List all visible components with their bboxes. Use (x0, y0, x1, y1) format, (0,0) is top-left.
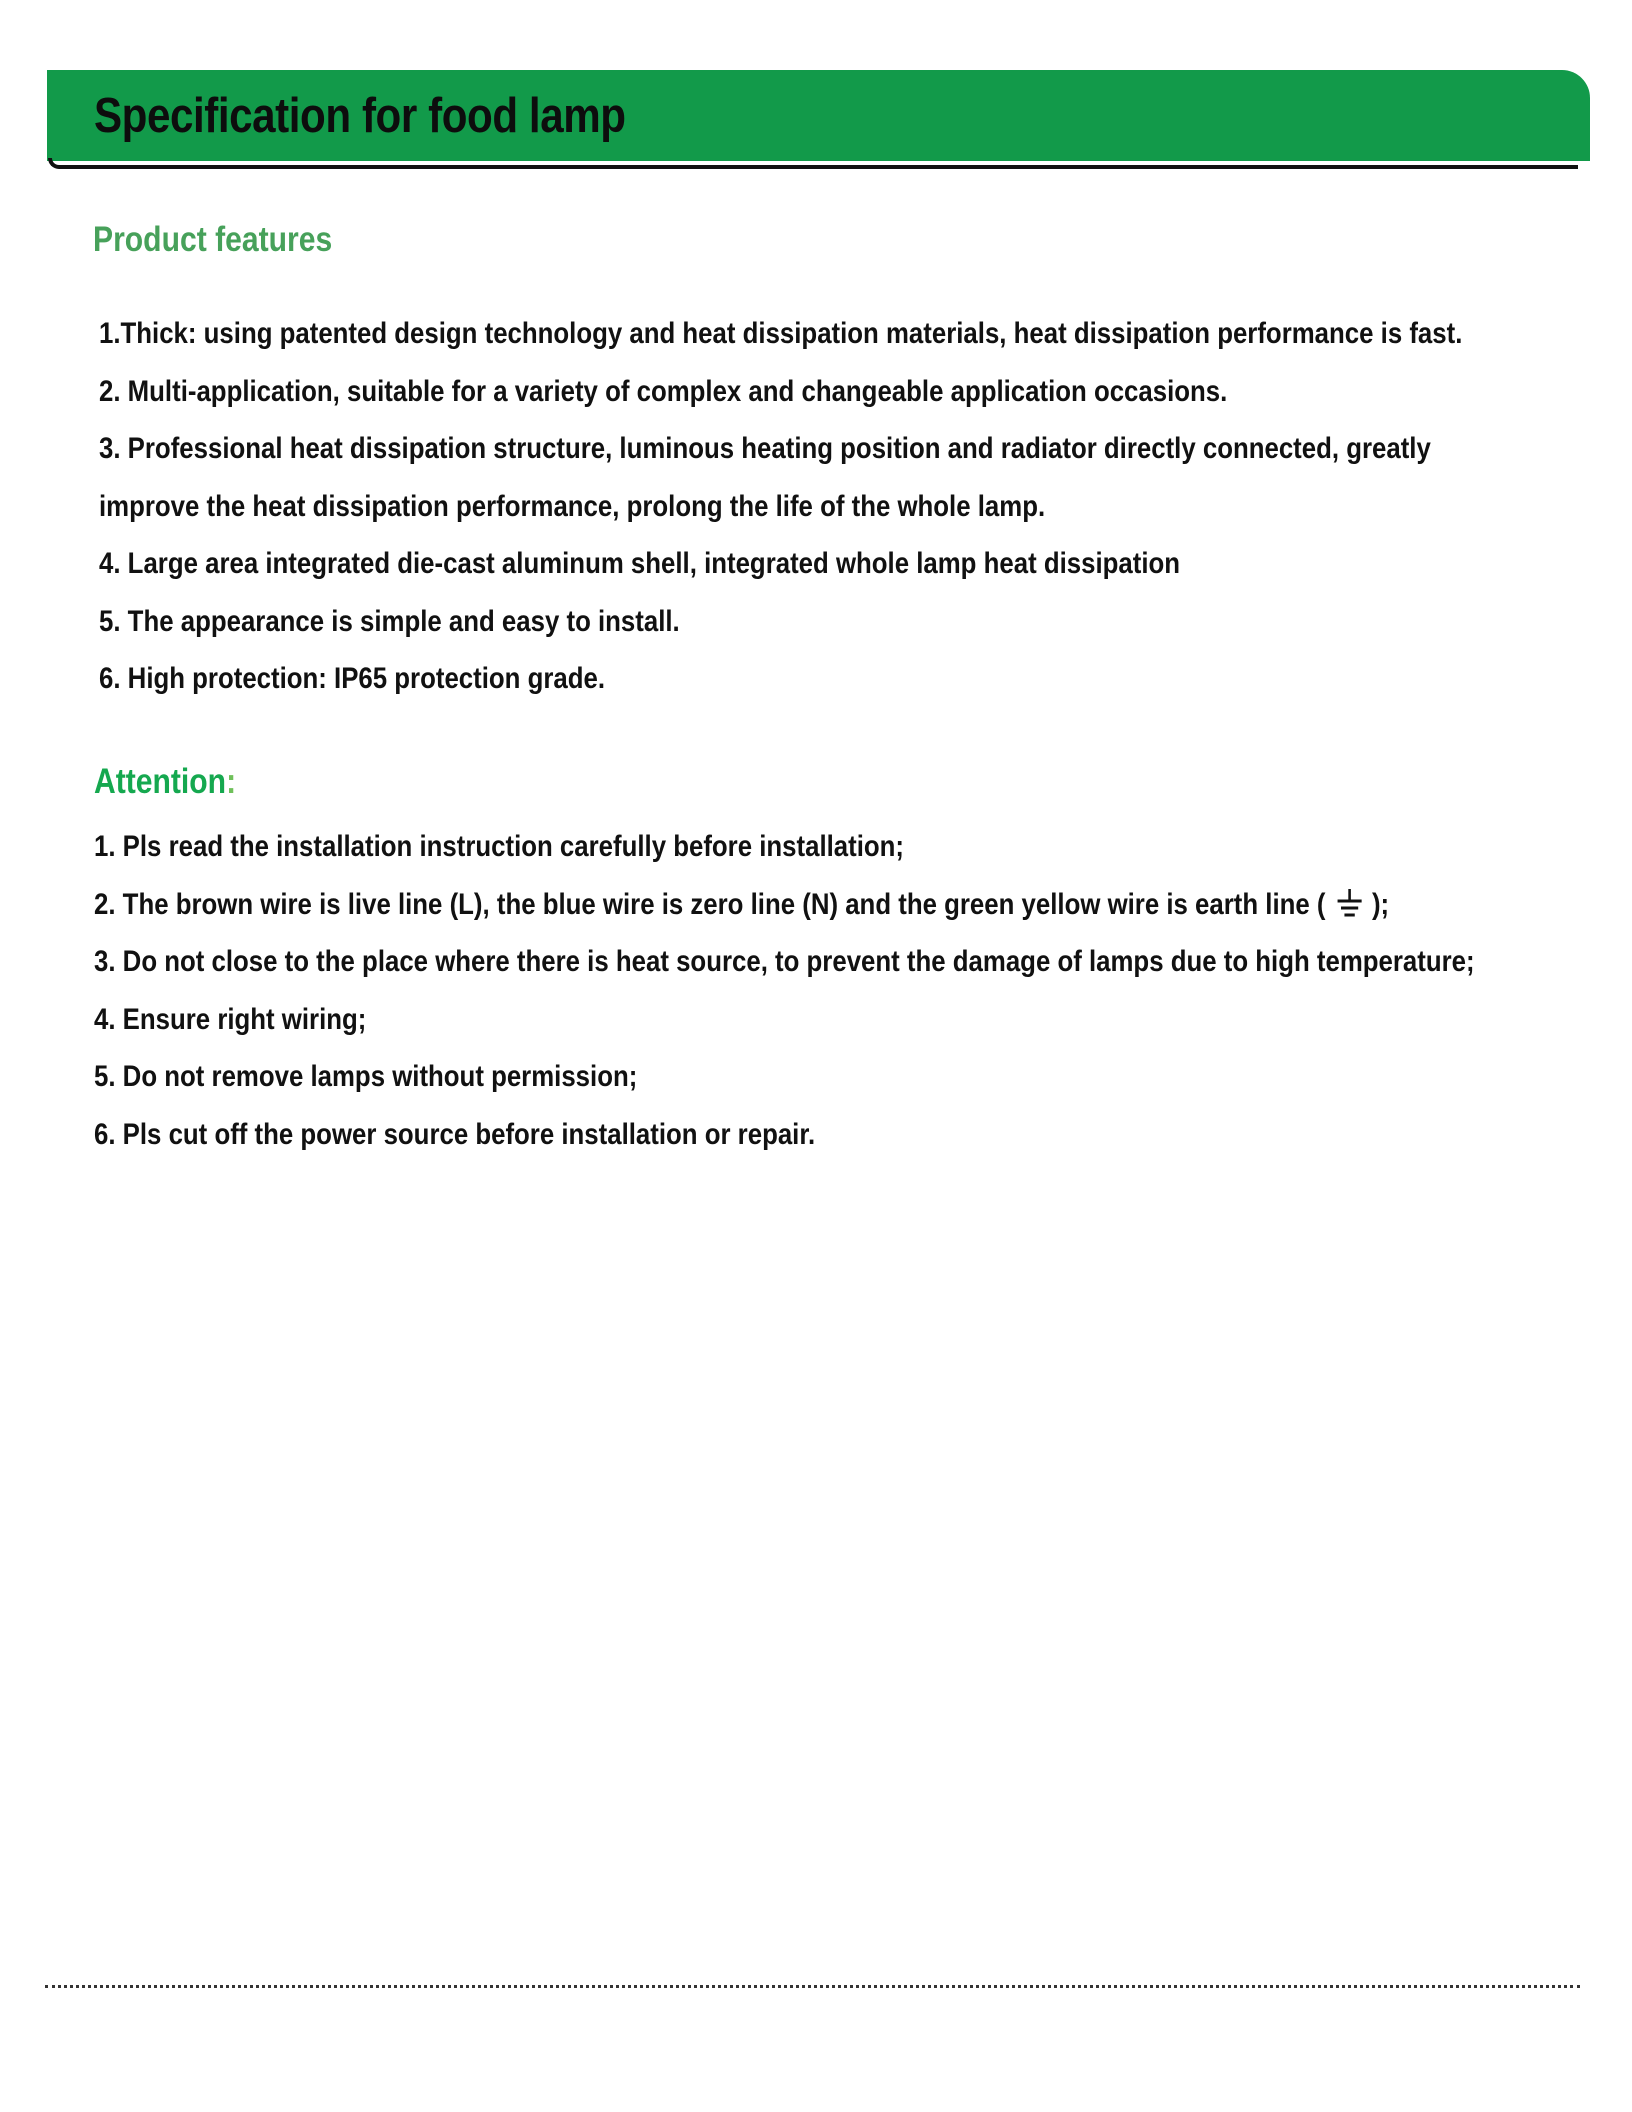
feature-line: 6. High protection: IP65 protection grade. (99, 662, 606, 695)
product-features-heading: Product features (93, 220, 333, 259)
product-features-list (99, 305, 1462, 708)
page-title: Specification for food lamp (94, 89, 626, 143)
attention-item (94, 876, 1475, 934)
feature-line: 5. The appearance is simple and easy to install. (99, 604, 680, 638)
attention-item: 1. Pls read the installation instruction carefully before installation; (94, 830, 905, 863)
attention-item: 5. Do not remove lamps without permission; (94, 1060, 638, 1093)
feature-line: improve the heat dissipation performance, prolong the life of the whole lamp. (99, 489, 1046, 523)
attention-item-suffix: ); (1371, 887, 1390, 921)
header-underline (48, 158, 1578, 169)
feature-line: 2. Multi-application, suitable for a variety of complex and changeable application occasions. (99, 374, 1228, 408)
feature-line: 4. Large area integrated die-cast aluminum shell, integrated whole lamp heat dissipation (99, 547, 1181, 580)
attention-heading-text: Attention (94, 762, 227, 801)
attention-list (94, 818, 1475, 1163)
feature-line: 1.Thick: using patented design technology and heat dissipation materials, heat dissipation performance is fast. (99, 317, 1463, 350)
attention-item: 3. Do not close to the place where there is heat source, to prevent the damage of lamps due to high temperature; (94, 945, 1475, 978)
attention-item: 4. Ensure right wiring; (94, 1002, 367, 1036)
earth-ground-icon (1332, 883, 1366, 923)
attention-heading (94, 760, 236, 804)
attention-item-text: 2. The brown wire is live line (L), the blue wire is zero line (N) and the green yellow wire is earth line ( (94, 887, 1326, 921)
attention-heading-colon: : (226, 762, 237, 801)
feature-line: 3. Professional heat dissipation structure, luminous heating position and radiator directly connected, greatly (99, 432, 1431, 465)
attention-item: 6. Pls cut off the power source before installation or repair. (94, 1117, 816, 1151)
footer-dotted-rule (45, 1985, 1580, 1988)
